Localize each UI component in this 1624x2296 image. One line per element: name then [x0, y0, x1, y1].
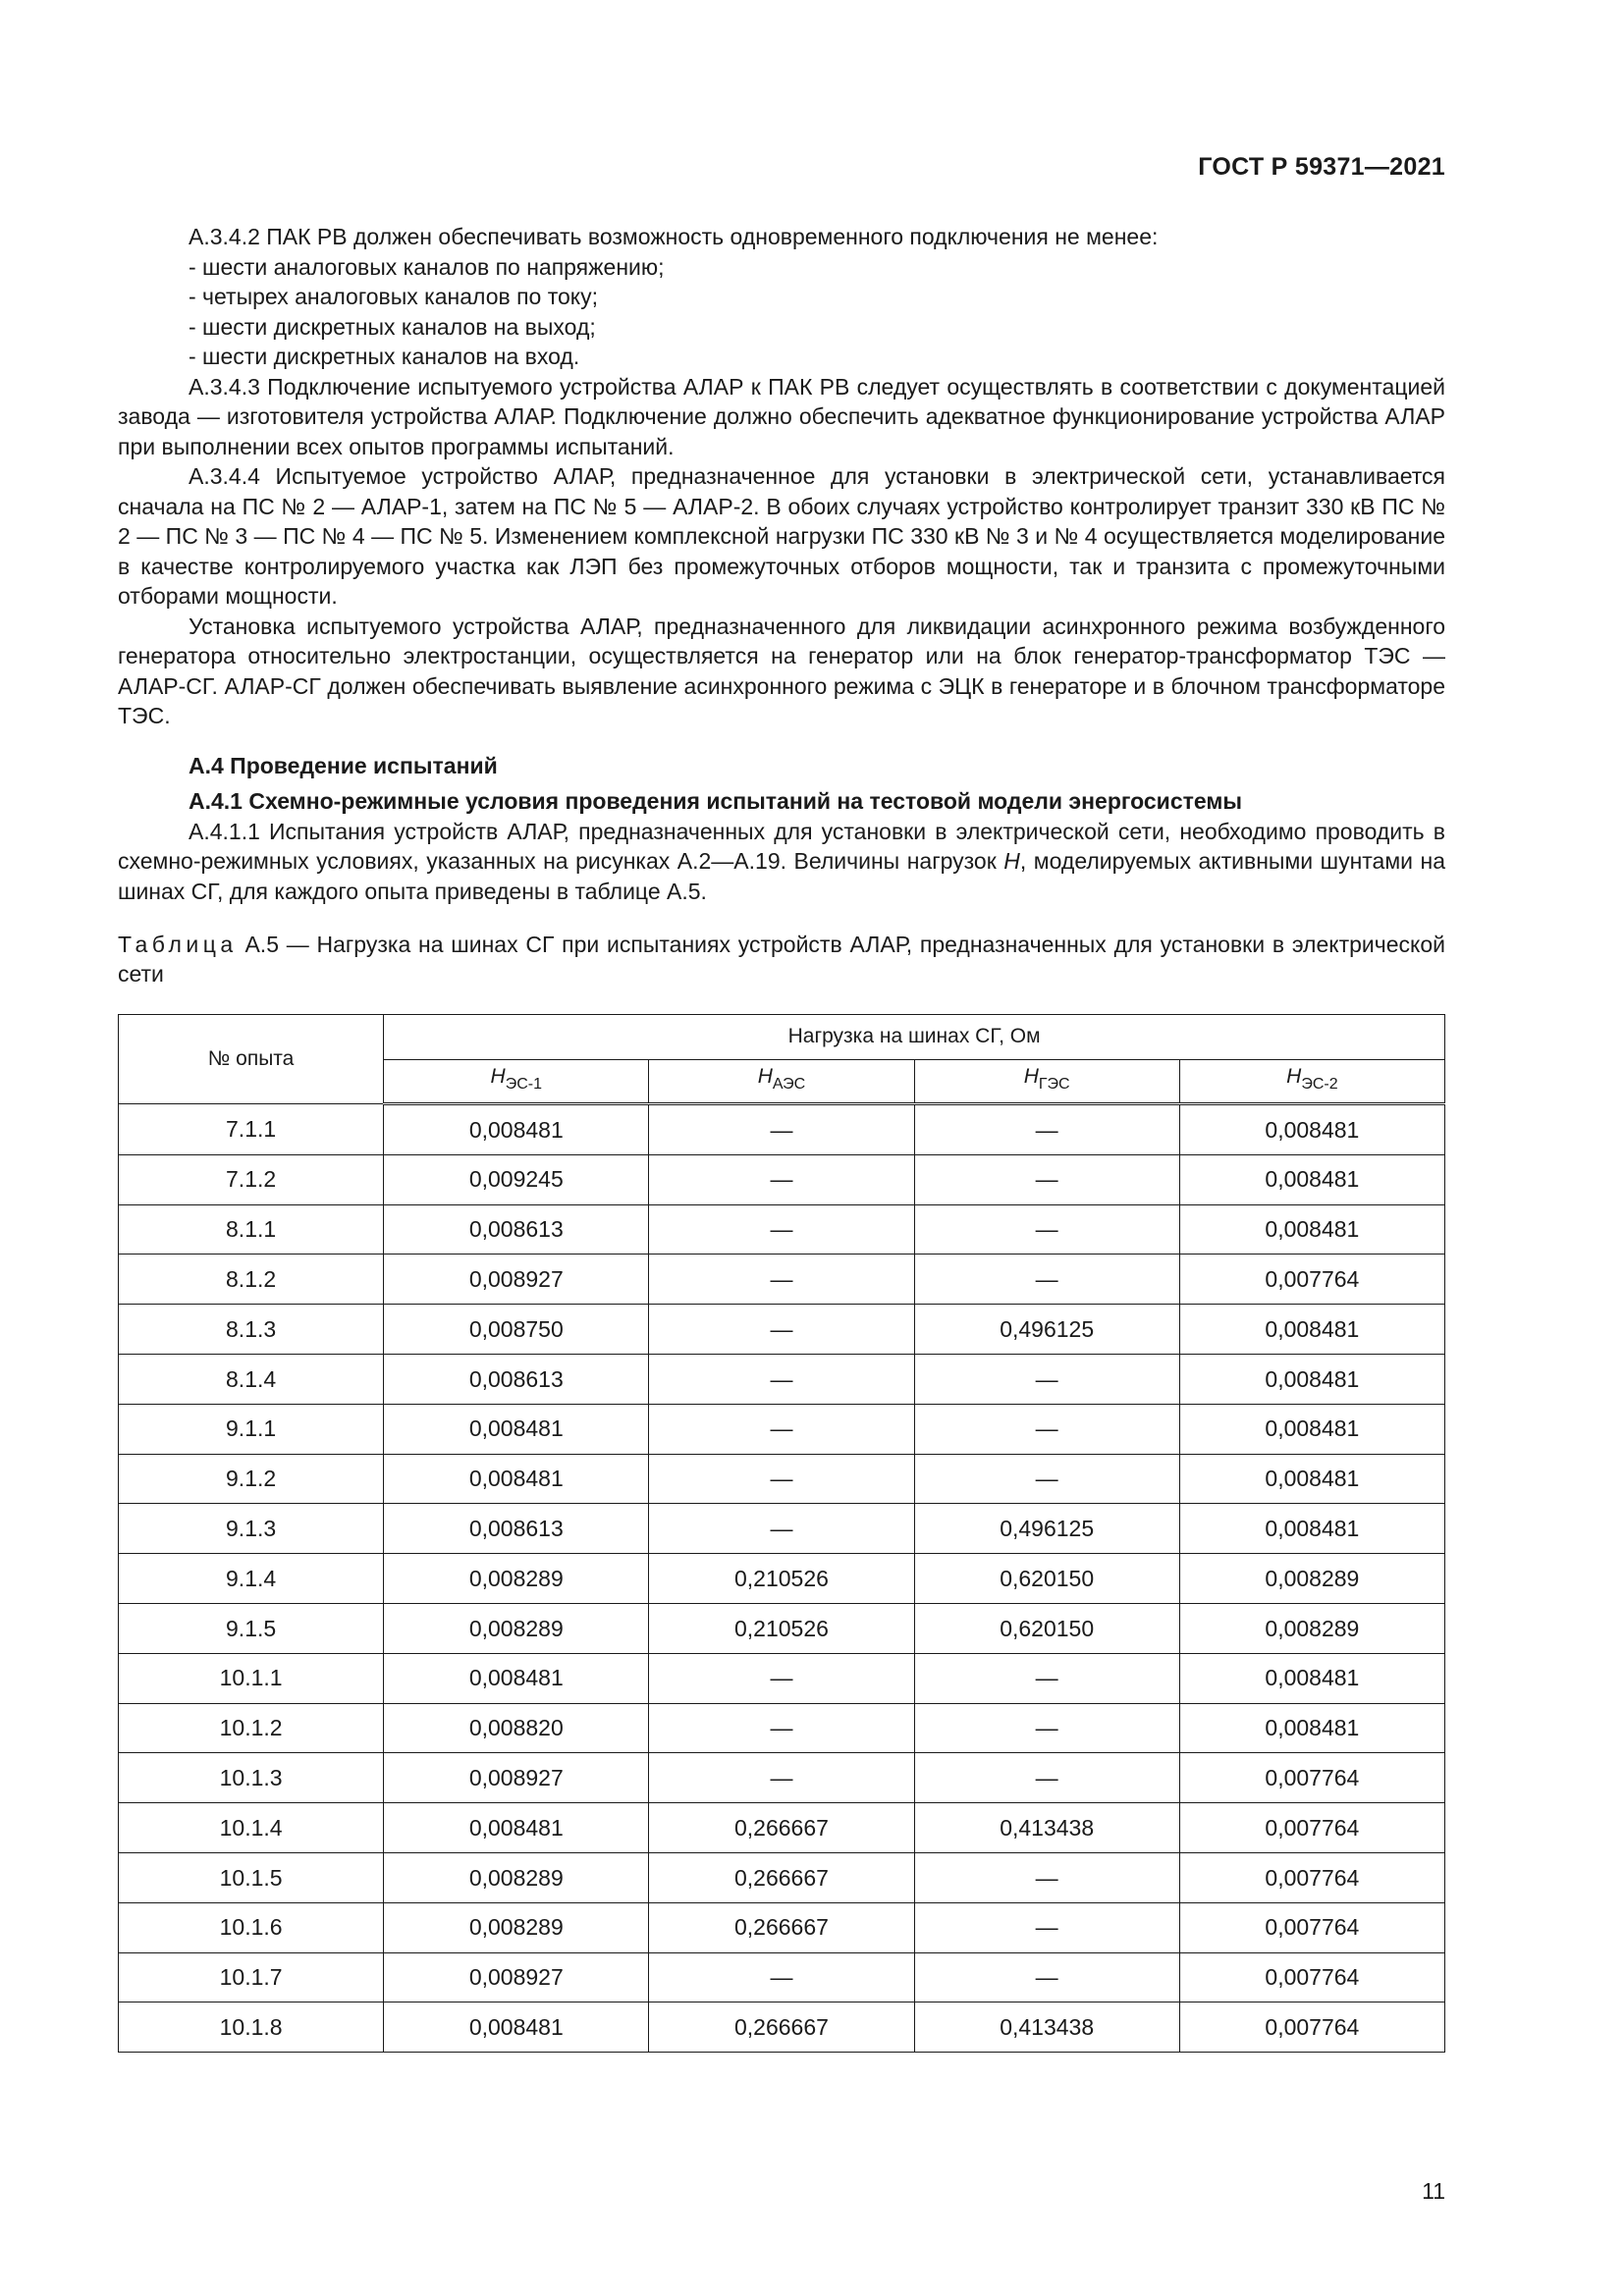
- table-row: [119, 1104, 1445, 1155]
- table-row: [119, 1803, 1445, 1853]
- load-value-cell: 0,266667: [649, 1902, 914, 1952]
- experiment-cell: 8.1.3: [119, 1305, 384, 1355]
- load-value-cell: —: [649, 1404, 914, 1454]
- column-header-es2: $Н_{ЭС-2}$: [1179, 1060, 1444, 1104]
- load-value-cell: 0,007764: [1179, 1255, 1444, 1305]
- load-value-cell: —: [914, 1653, 1179, 1703]
- load-value-cell: 0,008289: [1179, 1603, 1444, 1653]
- load-value-cell: 0,008481: [1179, 1104, 1444, 1155]
- load-value-cell: 0,008289: [384, 1902, 649, 1952]
- list-item: - четырех аналоговых каналов по току;: [189, 284, 599, 309]
- table-row: [119, 1703, 1445, 1753]
- load-value-cell: 0,496125: [914, 1305, 1179, 1355]
- list-item: - шести дискретных каналов на выход;: [189, 313, 596, 340]
- load-value-cell: 0,008289: [1179, 1554, 1444, 1604]
- load-value-cell: 0,008289: [384, 1603, 649, 1653]
- table-caption: [118, 930, 1445, 988]
- load-value-cell: —: [914, 1204, 1179, 1255]
- load-value-cell: 0,008927: [384, 1952, 649, 2002]
- list-item: - шести дискретных каналов на вход.: [189, 344, 580, 369]
- table-row: [119, 1204, 1445, 1255]
- load-value-cell: 0,008481: [1179, 1653, 1444, 1703]
- table-row: [119, 1354, 1445, 1404]
- load-value-cell: —: [649, 1504, 914, 1554]
- paragraph-a344: А.3.4.4 Испытуемое устройство АЛАР, предназначенное для установки в электрической сети, устанавливается сначала на ПС № 2 — АЛАР-1, затем на ПС № 5 — АЛАР-2. В обоих случаях устройство контролирует транзит 330 кВ ПС № 2 — ПС № 3 — ПС № 4 — ПС № 5. Изменением комплексной нагрузки ПС 330 кВ № 3 и № 4 осуществляется моделирование в качестве контролируемого участка как ЛЭП без промежуточных отборов мощности, так и транзита с промежуточными отборами мощности.: [118, 463, 1445, 609]
- load-value-cell: 0,008481: [1179, 1305, 1444, 1355]
- load-value-cell: 0,008481: [384, 2002, 649, 2053]
- experiment-cell: 8.1.1: [119, 1204, 384, 1255]
- experiment-cell: 10.1.5: [119, 1852, 384, 1902]
- load-value-cell: 0,266667: [649, 1852, 914, 1902]
- load-value-cell: —: [914, 1354, 1179, 1404]
- section-heading-a41: А.4.1 Схемно-режимные условия проведения испытаний на тестовой модели энергосистемы: [189, 788, 1243, 814]
- experiment-cell: 10.1.8: [119, 2002, 384, 2053]
- experiment-cell: 9.1.3: [119, 1504, 384, 1554]
- table-row: [119, 1454, 1445, 1504]
- load-table: [118, 1014, 1445, 2053]
- load-value-cell: 0,008613: [384, 1354, 649, 1404]
- table-row: [119, 1753, 1445, 1803]
- load-value-cell: —: [649, 1703, 914, 1753]
- table-row: [119, 1154, 1445, 1204]
- paragraph-a342: А.3.4.2 ПАК РВ должен обеспечивать возможность одновременного подключения не менее:: [189, 224, 1159, 249]
- experiment-cell: 9.1.5: [119, 1603, 384, 1653]
- experiment-cell: 7.1.2: [119, 1154, 384, 1204]
- load-value-cell: 0,008613: [384, 1204, 649, 1255]
- column-group-header: Нагрузка на шинах СГ, Ом: [384, 1015, 1445, 1060]
- load-value-cell: 0,008481: [1179, 1404, 1444, 1454]
- load-value-cell: —: [914, 1255, 1179, 1305]
- load-value-cell: 0,008289: [384, 1852, 649, 1902]
- table-caption-label: Таблица: [118, 932, 238, 957]
- page-number: 11: [1422, 2178, 1445, 2204]
- load-value-cell: 0,413438: [914, 1803, 1179, 1853]
- load-value-cell: 0,007764: [1179, 2002, 1444, 2053]
- load-value-cell: 0,620150: [914, 1554, 1179, 1604]
- load-value-cell: 0,266667: [649, 1803, 914, 1853]
- load-value-cell: 0,620150: [914, 1603, 1179, 1653]
- load-value-cell: 0,008481: [384, 1803, 649, 1853]
- column-header-aes: $Н_{АЭС}$: [649, 1060, 914, 1104]
- load-value-cell: 0,008820: [384, 1703, 649, 1753]
- load-value-cell: —: [649, 1952, 914, 2002]
- load-value-cell: —: [649, 1653, 914, 1703]
- load-value-cell: 0,008289: [384, 1554, 649, 1604]
- table-row: [119, 1554, 1445, 1604]
- load-value-cell: —: [914, 1852, 1179, 1902]
- load-value-cell: 0,008927: [384, 1753, 649, 1803]
- experiment-cell: 8.1.4: [119, 1354, 384, 1404]
- load-value-cell: —: [649, 1354, 914, 1404]
- load-value-cell: —: [914, 1902, 1179, 1952]
- table-row: [119, 1404, 1445, 1454]
- load-value-cell: 0,007764: [1179, 1852, 1444, 1902]
- load-value-cell: —: [914, 1753, 1179, 1803]
- list-item: - шести аналоговых каналов по напряжению;: [189, 253, 665, 280]
- load-value-cell: 0,007764: [1179, 1753, 1444, 1803]
- experiment-cell: 10.1.1: [119, 1653, 384, 1703]
- load-value-cell: 0,007764: [1179, 1952, 1444, 2002]
- load-value-cell: —: [914, 1104, 1179, 1155]
- experiment-cell: 10.1.3: [119, 1753, 384, 1803]
- load-value-cell: 0,210526: [649, 1554, 914, 1604]
- load-symbol: Н: [1003, 848, 1020, 874]
- table-row: [119, 1852, 1445, 1902]
- load-value-cell: 0,008481: [1179, 1204, 1444, 1255]
- load-value-cell: 0,008481: [1179, 1354, 1444, 1404]
- table-caption-text: А.5 — Нагрузка на шинах СГ при испытаниях устройств АЛАР, предназначенных для установки в электрической сети: [118, 932, 1445, 987]
- column-header-ges: $Н_{ГЭС}$: [914, 1060, 1179, 1104]
- load-value-cell: 0,266667: [649, 2002, 914, 2053]
- table-row: [119, 1305, 1445, 1355]
- load-value-cell: —: [649, 1305, 914, 1355]
- load-value-cell: —: [649, 1454, 914, 1504]
- experiment-cell: 10.1.4: [119, 1803, 384, 1853]
- table-row: [119, 2002, 1445, 2053]
- table-row: [119, 1504, 1445, 1554]
- table-row: [119, 1255, 1445, 1305]
- load-value-cell: —: [914, 1404, 1179, 1454]
- load-value-cell: —: [649, 1753, 914, 1803]
- load-value-cell: —: [914, 1154, 1179, 1204]
- paragraph-a343: А.3.4.3 Подключение испытуемого устройства АЛАР к ПАК РВ следует осуществлять в соответствии с документацией завода — изготовителя устройства АЛАР. Подключение должно обеспечить адекватное функционирование устройства АЛАР при выполнении всех опытов программы испытаний.: [118, 373, 1445, 459]
- load-value-cell: 0,007764: [1179, 1902, 1444, 1952]
- experiment-cell: 10.1.6: [119, 1902, 384, 1952]
- load-value-cell: 0,008481: [384, 1404, 649, 1454]
- load-value-cell: 0,008481: [384, 1104, 649, 1155]
- table-row: [119, 1902, 1445, 1952]
- load-value-cell: 0,210526: [649, 1603, 914, 1653]
- load-value-cell: —: [649, 1255, 914, 1305]
- experiment-cell: 8.1.2: [119, 1255, 384, 1305]
- load-value-cell: 0,008927: [384, 1255, 649, 1305]
- experiment-cell: 10.1.2: [119, 1703, 384, 1753]
- load-value-cell: 0,008481: [1179, 1154, 1444, 1204]
- load-value-cell: 0,008481: [1179, 1454, 1444, 1504]
- load-value-cell: 0,008750: [384, 1305, 649, 1355]
- load-value-cell: —: [649, 1104, 914, 1155]
- table-body: [119, 1104, 1445, 2053]
- table-row: [119, 1653, 1445, 1703]
- section-heading-a4: А.4 Проведение испытаний: [189, 752, 498, 778]
- page-content: [118, 222, 1445, 2053]
- experiment-cell: 9.1.1: [119, 1404, 384, 1454]
- document-code: ГОСТ Р 59371—2021: [1198, 153, 1445, 181]
- load-value-cell: 0,413438: [914, 2002, 1179, 2053]
- load-value-cell: —: [649, 1204, 914, 1255]
- load-value-cell: —: [914, 1952, 1179, 2002]
- load-value-cell: 0,008481: [1179, 1504, 1444, 1554]
- load-value-cell: —: [914, 1703, 1179, 1753]
- experiment-cell: 9.1.4: [119, 1554, 384, 1604]
- load-value-cell: 0,007764: [1179, 1803, 1444, 1853]
- paragraph-installation: Установка испытуемого устройства АЛАР, предназначенного для ликвидации асинхронного режима возбужденного генератора относительно электростанции, осуществляется на генератор или на блок генератор-трансформатор ТЭС — АЛАР-СГ. АЛАР-СГ должен обеспечивать выявление асинхронного режима с ЭЦК в генераторе и в блочном трансформаторе ТЭС.: [118, 613, 1445, 728]
- load-value-cell: 0,496125: [914, 1504, 1179, 1554]
- paragraph-a4411: А.4.1.1 Испытания устройств АЛАР, предназначенных для установки в электрической сети, необходимо проводить в схемно-режимных условиях, указанных на рисунках А.2—А.19. Величины нагрузок Н, моделируемых активными шунтами на шинах СГ, для каждого опыта приведены в таблице А.5.: [118, 818, 1445, 904]
- column-header-experiment: № опыта: [119, 1015, 384, 1104]
- load-value-cell: —: [914, 1454, 1179, 1504]
- experiment-cell: 7.1.1: [119, 1104, 384, 1155]
- experiment-cell: 9.1.2: [119, 1454, 384, 1504]
- load-value-cell: 0,008481: [384, 1653, 649, 1703]
- experiment-cell: 10.1.7: [119, 1952, 384, 2002]
- load-value-cell: 0,008481: [384, 1454, 649, 1504]
- table-row: [119, 1603, 1445, 1653]
- load-value-cell: —: [649, 1154, 914, 1204]
- load-value-cell: 0,008481: [1179, 1703, 1444, 1753]
- column-header-es1: $Н_{ЭС-1}$: [384, 1060, 649, 1104]
- load-value-cell: 0,009245: [384, 1154, 649, 1204]
- table-row: [119, 1952, 1445, 2002]
- load-value-cell: 0,008613: [384, 1504, 649, 1554]
